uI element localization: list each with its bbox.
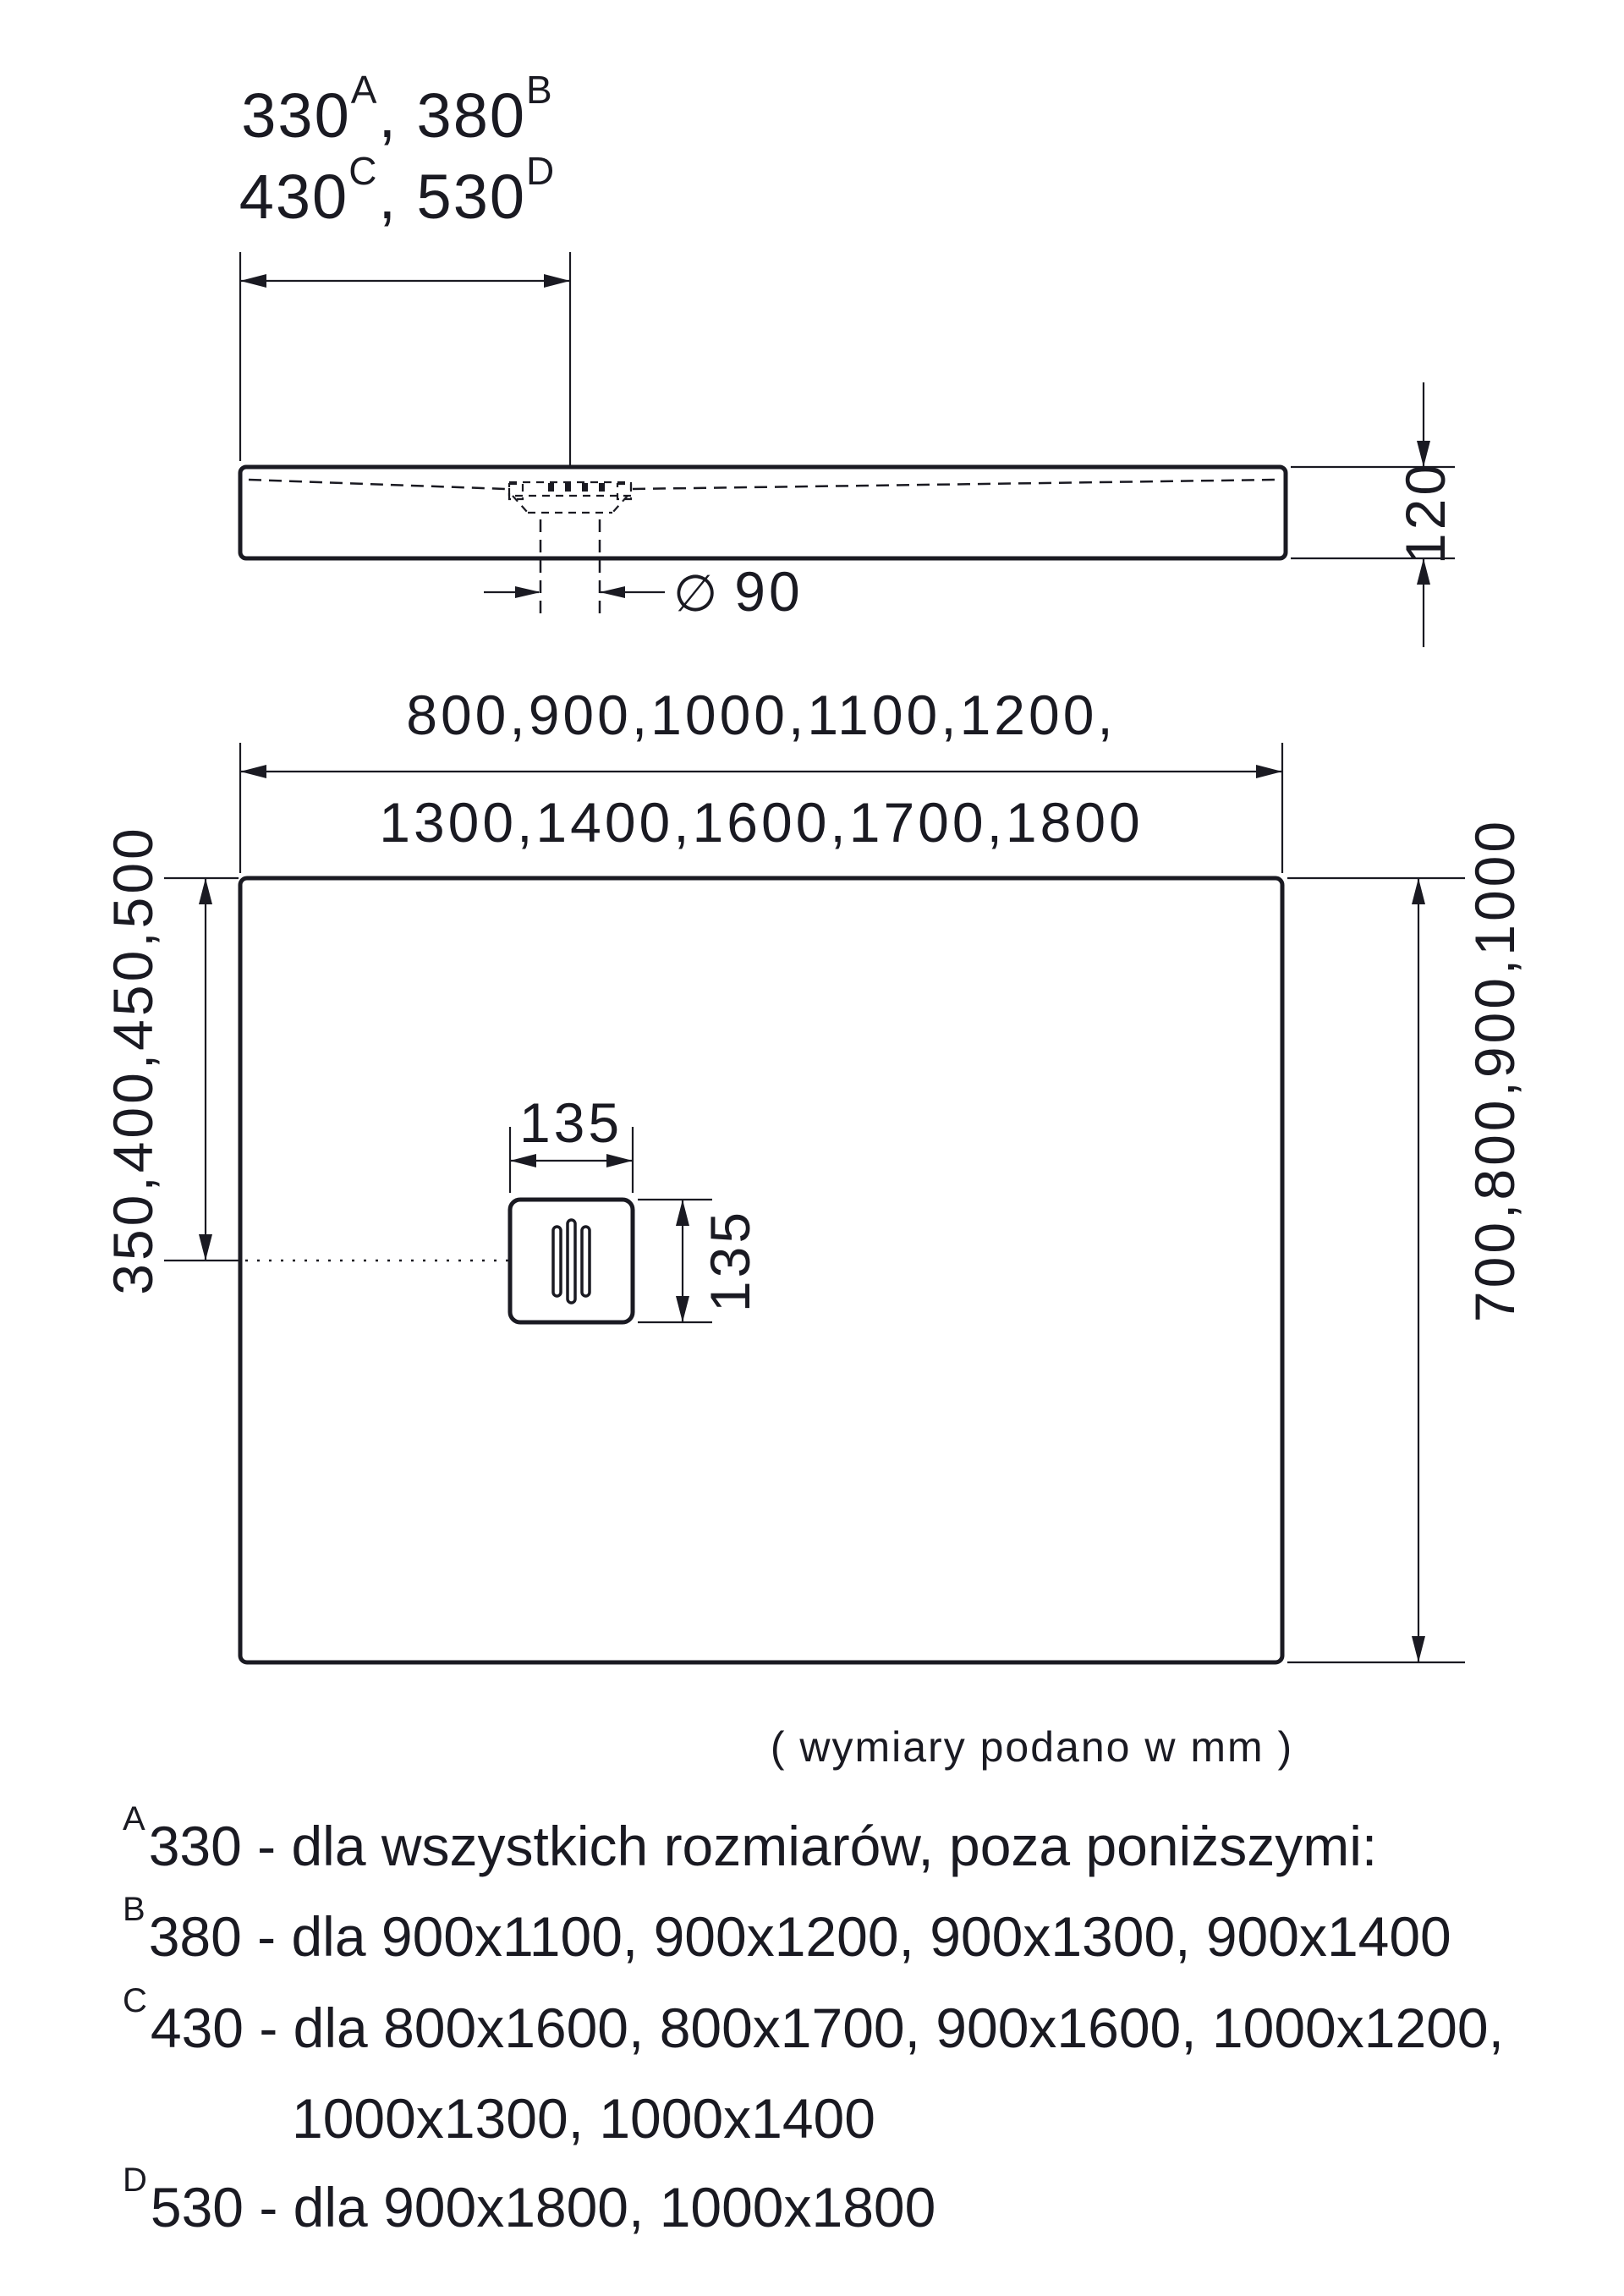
tray-side-profile: [240, 467, 1286, 558]
diameter-dimension-text: ∅ 90: [673, 560, 804, 623]
footnote-d: $^D$530 - dla 900x1800, 1000x1800: [123, 2161, 936, 2238]
arrowhead-down: [1412, 1636, 1425, 1662]
arrowhead-left: [600, 586, 625, 598]
drain-width-dimension-text: 135: [518, 1091, 623, 1154]
arrowhead-right: [544, 274, 570, 288]
drain-grate-mark: [548, 483, 554, 492]
drain-grate-mark: [565, 483, 571, 492]
arrowhead-left: [240, 765, 266, 778]
width-dimension-text-line1: 800,900,1000,1100,1200,: [406, 684, 1116, 746]
arrowhead-up: [199, 878, 212, 904]
drain-grate-mark: [582, 483, 588, 492]
units-note: ( wymiary podano w mm ): [770, 1723, 1294, 1771]
tray-plan-outline: [240, 878, 1282, 1662]
left-offset-dimension-text: 350,400,450,500: [102, 825, 164, 1295]
arrowhead-left: [240, 274, 266, 288]
drain-grate-mark: [599, 483, 605, 492]
side-view: [239, 68, 1457, 647]
footnote-b: $^B$380 - dla 900x1100, 900x1200, 900x1300, 900x1400: [123, 1891, 1451, 1968]
height-dimension-text: 120: [1394, 460, 1457, 565]
arrowhead-right: [515, 586, 540, 598]
footnote-c: $^C$430 - dla 800x1600, 800x1700, 900x1600, 1000x1200,: [123, 1982, 1504, 2059]
drain-offset-dimension-text-line2: $430^C$, $530^D$: [239, 149, 557, 232]
plan-view: [102, 684, 1526, 1662]
arrowhead-up: [1412, 878, 1425, 904]
footnote-a: $^A$330 - dla wszystkich rozmiarów, poza poniższymi:: [123, 1800, 1378, 1877]
arrowhead-down: [199, 1234, 212, 1261]
right-length-dimension-text: 700,800,900,1000: [1463, 817, 1526, 1323]
width-dimension-text-line2: 1300,1400,1600,1700,1800: [379, 791, 1144, 854]
drain-height-dimension-text: 135: [699, 1208, 761, 1313]
arrowhead-right: [1256, 765, 1282, 778]
footnote-c-continued: 1000x1300, 1000x1400: [292, 2087, 875, 2150]
drain-offset-dimension-text-line1: $330^A$, $380^B$: [241, 68, 554, 151]
footnotes: [123, 1800, 1504, 2238]
